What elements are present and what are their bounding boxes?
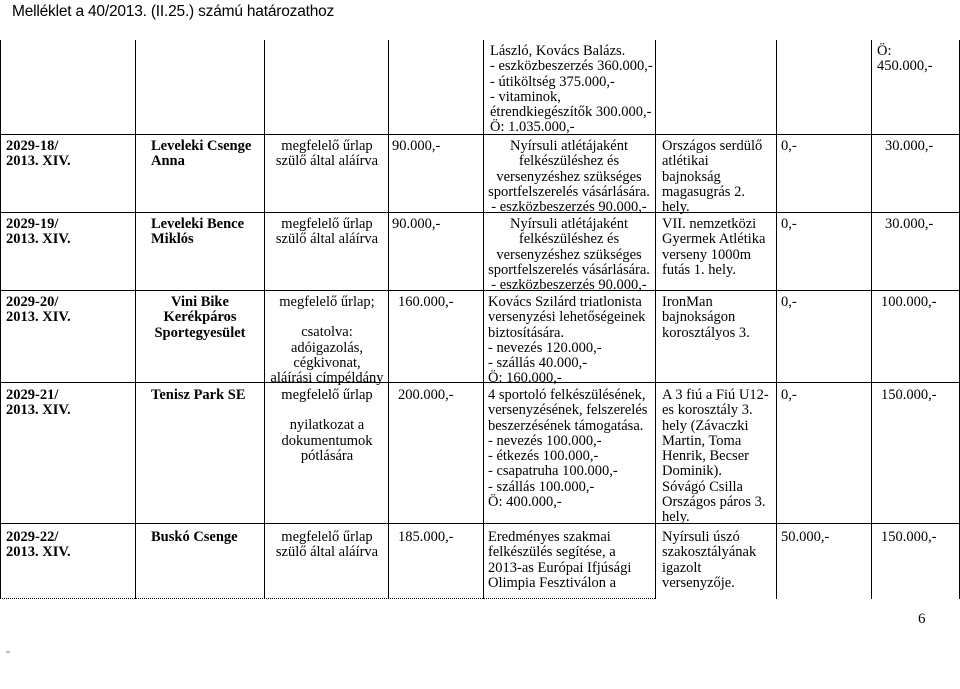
documents: megfelelő űrlap szülő által aláírva: [275, 138, 379, 170]
grant-a: 0,-: [781, 387, 797, 403]
page-number: 6: [918, 611, 926, 627]
continuation-purpose: László, Kovács Balázs. - eszközbeszerzés 360.000,- - útiköltség 375.000,- - vitaminok, étrendkiegészítők 300.000,- Ö: 1.035.000,-: [490, 43, 653, 136]
grant-b: 150.000,-: [881, 529, 937, 545]
applicant-name: Leveleki Bence Miklós: [151, 216, 245, 248]
page-header: Melléklet a 40/2013. (II.25.) számú határozathoz: [12, 3, 335, 20]
results: A 3 fiú a Fiú U12- es korosztály 3. hely (Závaczki Martin, Toma Henrik, Becser Dominik). Sóvágó Csilla Országos páros 3. hely.: [662, 387, 769, 526]
purpose: Kovács Szilárd triatlonista versenyzési lehetőségeinek biztosítására. - nevezés 120.000,- - szállás 40.000,- Ö: 160.000,-: [488, 294, 646, 387]
purpose: Nyírsuli atlétájaként felkészüléshez és versenyzéshez szükséges sportfelszerelés vásárlására. - eszközbeszerzés 90.000,-: [488, 216, 650, 294]
results: VII. nemzetközi Gyermek Atlétika verseny 1000m futás 1. hely.: [662, 216, 766, 278]
grant-a: 50.000,-: [781, 529, 830, 545]
documents: megfelelő űrlap; csatolva: adóigazolás, cégkivonat, aláírási címpéldány: [270, 294, 384, 387]
purpose: Nyírsuli atlétájaként felkészüléshez és versenyzéshez szükséges sportfelszerelés vásárlására. - eszközbeszerzés 90.000,-: [488, 138, 650, 216]
grant-b: 30.000,-: [885, 138, 934, 154]
row-number: 2029-19/ 2013. XIV.: [6, 216, 71, 248]
applicant-name: Tenisz Park SE: [151, 387, 246, 403]
row-number: 2029-20/ 2013. XIV.: [6, 294, 71, 326]
documents: megfelelő űrlap nyilatkozat a dokumentumok pótlására: [281, 387, 373, 464]
applicant-name: Leveleki Csenge Anna: [151, 138, 252, 170]
row-number: 2029-21/ 2013. XIV.: [6, 387, 71, 419]
results: IronMan bajnokságon korosztályos 3.: [662, 294, 750, 341]
requested-amount: 200.000,-: [398, 387, 454, 403]
results: Nyírsuli úszó szakosztályának igazolt versenyzője.: [662, 529, 757, 591]
requested-amount: 185.000,-: [398, 529, 454, 545]
documents: megfelelő űrlap szülő által aláírva: [275, 529, 379, 561]
requested-amount: 90.000,-: [392, 216, 441, 232]
purpose: Eredményes szakmai felkészülés segítése, a 2013-as Európai Ifjúsági Olimpia Fesztiválon a: [488, 529, 632, 591]
grant-b: 100.000,-: [881, 294, 937, 310]
grant-a: 0,-: [781, 138, 797, 154]
applicant-name: Vini Bike Kerékpáros Sportegyesület: [154, 294, 246, 341]
row-number: 2029-22/ 2013. XIV.: [6, 529, 71, 561]
row-number: 2029-18/ 2013. XIV.: [6, 138, 71, 170]
applicant-name: Buskó Csenge: [151, 529, 238, 545]
continuation-total: Ö: 450.000,-: [877, 43, 933, 75]
corner-mark: -: [6, 644, 10, 658]
grant-b: 150.000,-: [881, 387, 937, 403]
grant-b: 30.000,-: [885, 216, 934, 232]
results: Országos serdülő atlétikai bajnokság magasugrás 2. hely.: [662, 138, 763, 216]
requested-amount: 90.000,-: [392, 138, 441, 154]
requested-amount: 160.000,-: [398, 294, 454, 310]
documents: megfelelő űrlap szülő által aláírva: [275, 216, 379, 248]
grant-a: 0,-: [781, 216, 797, 232]
grant-a: 0,-: [781, 294, 797, 310]
purpose: 4 sportoló felkészülésének, versenyzésének, felszerelés beszerzésének támogatása. - nevezés 100.000,- - étkezés 100.000,- - csapatruha 100.000,- - szállás 100.000,- Ö: 400.000,-: [488, 387, 648, 511]
